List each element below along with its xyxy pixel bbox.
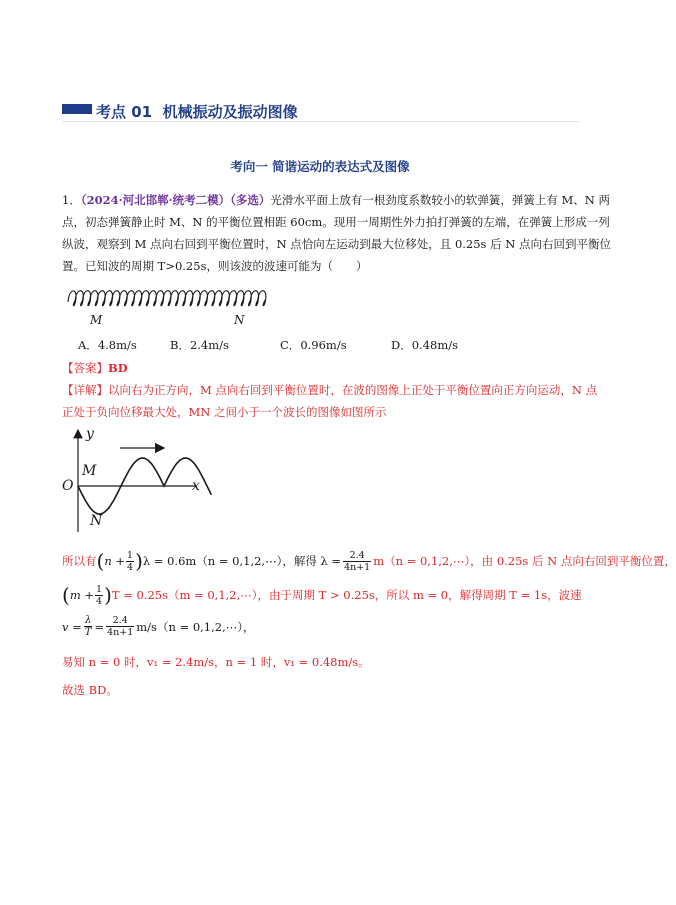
- question-number: 1．: [62, 193, 81, 207]
- choice-d[interactable]: D．0.48m/s: [391, 338, 459, 352]
- question-line-3: 纵波，观察到 M 点向右回到平衡位置时，N 点恰向左运动到最大位移处，且 0.25s 后 N 点向右回到平衡位: [62, 237, 611, 251]
- solution-line-1: 所以有(n + $\frac{1}{4}$ )λ = 0.6m（n = 0,1,2,⋯），解得 λ = $\frac{2.4}{4n+1}$ m（n = 0,1,2,⋯），由 0.25s 后 N 点向右回到平衡位置，: [62, 549, 676, 573]
- question-text-1: 光滑水平面上放有一根劲度系数较小的软弹簧，弹簧上有 M、N 两: [270, 193, 610, 207]
- solution-line-3: v = $\frac{\lambda}{T}$ = $\frac{2.4}{4n+1}$ m/s（n = 0,1,2,⋯），: [62, 615, 255, 638]
- graph-x-label: x: [192, 478, 200, 494]
- subsection-title: 考向一 简谐运动的表达式及图像: [230, 159, 410, 174]
- graph-origin-label: O: [62, 478, 74, 494]
- detail-line-1: 【详解】以向右为正方向，M 点向右回到平衡位置时，在波的图像上正处于平衡位置向正方向运动，N 点: [62, 383, 598, 397]
- spring-label-n: N: [234, 313, 245, 327]
- answer-line: [62, 360, 128, 376]
- section-divider: [62, 121, 580, 122]
- section-marker-bar: [62, 104, 92, 114]
- choice-b[interactable]: B．2.4m/s: [170, 338, 229, 352]
- question-line-2: 点，初态弹簧静止时 M、N 的平衡位置相距 60cm。现用一周期性外力拍打弹簧的左端，在弹簧上形成一列: [62, 215, 610, 229]
- graph-m-label: M: [82, 463, 97, 479]
- choice-a[interactable]: A．4.8m/s: [78, 338, 137, 352]
- question-line-1: [62, 192, 610, 208]
- section-heading: [96, 101, 298, 122]
- spring-coil: [68, 291, 266, 306]
- choice-c[interactable]: C．0.96m/s: [280, 338, 347, 352]
- section-title: 机械振动及振动图像: [162, 103, 298, 121]
- spring-figure: [64, 286, 274, 316]
- answer-value: BD: [108, 361, 128, 375]
- question-line-4: 置。已知波的周期 T>0.25s，则该波的波速可能为（ ）: [62, 259, 368, 273]
- detail-tag: 【详解】: [62, 383, 108, 397]
- graph-y-label: y: [86, 426, 94, 442]
- answer-tag: 【答案】: [62, 361, 108, 375]
- section-number: 考点 01: [96, 103, 153, 121]
- solution-line-5: 故选 BD。: [62, 683, 118, 697]
- spring-label-m: M: [90, 313, 103, 327]
- question-source: （2024·河北邯郸·统考二模）（多选）: [80, 193, 271, 207]
- solution-line-4: 易知 n = 0 时，v₁ = 2.4m/s，n = 1 时，v₁ = 0.48m/s。: [62, 655, 370, 669]
- detail-line-2: 正处于负向位移最大处，MN 之间小于一个波长的图像如图所示: [62, 405, 387, 419]
- graph-n-label: N: [90, 513, 103, 529]
- solution-line-2: (m + $\frac{1}{4}$ )T = 0.25s（m = 0,1,2,⋯），由于周期 T > 0.25s，所以 m = 0，解得周期 T = 1s，波速: [62, 583, 582, 607]
